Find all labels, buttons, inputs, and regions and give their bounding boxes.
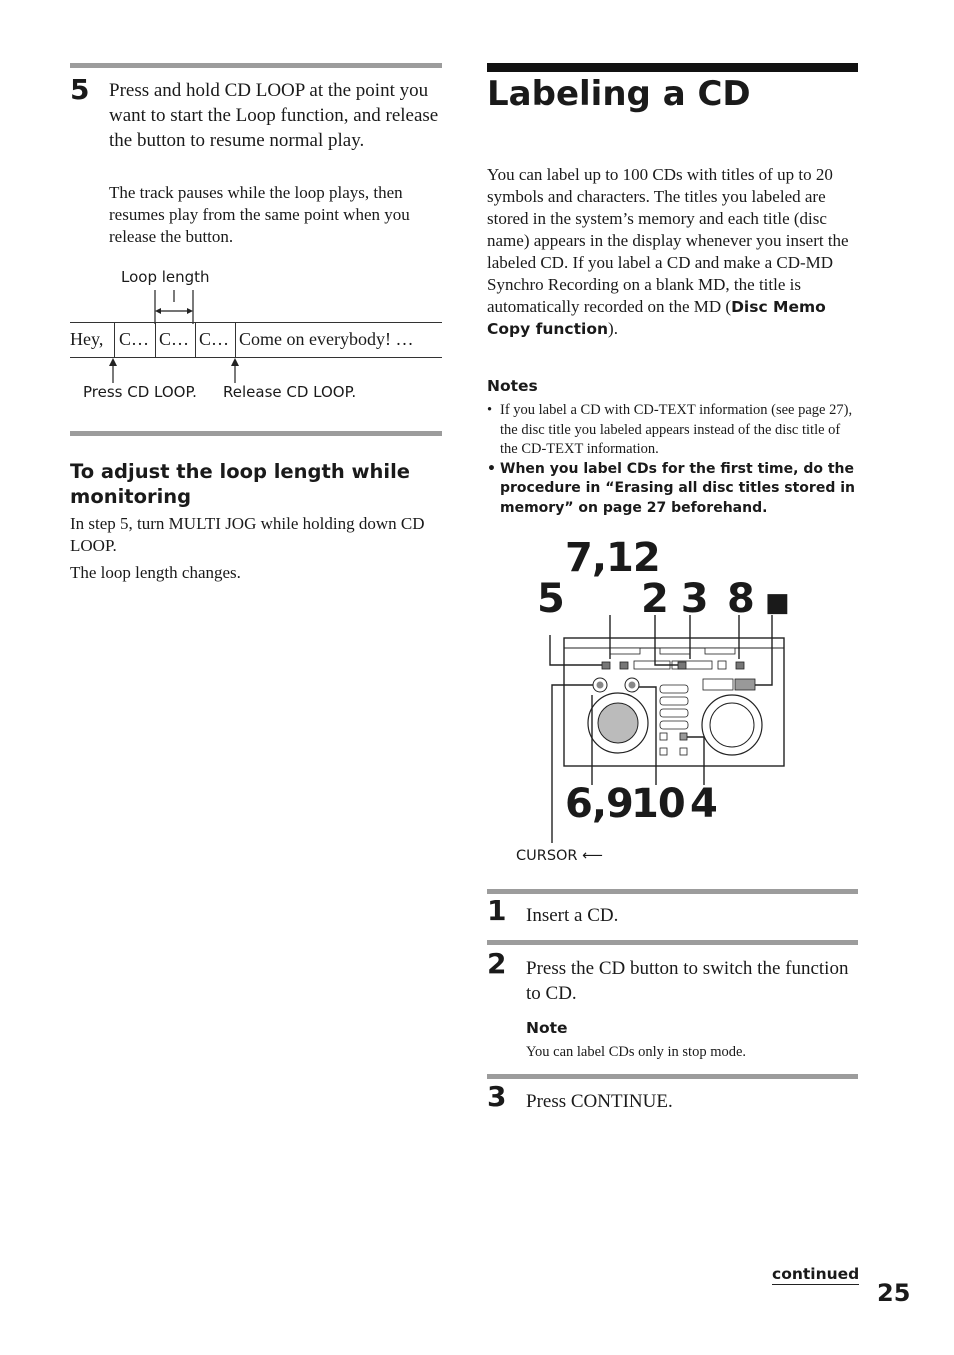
- step-1-text: Insert a CD.: [526, 905, 619, 926]
- notes-list: [487, 401, 857, 518]
- page-title: Labeling a CD: [487, 74, 751, 114]
- callout-5: 5: [537, 576, 564, 622]
- release-arrow: [227, 358, 243, 384]
- loop-cell-c3: C…: [195, 323, 235, 357]
- callout-7-12: 7,12: [565, 535, 660, 581]
- step-3-text: Press CONTINUE.: [526, 1091, 673, 1112]
- intro-end: ).: [608, 319, 618, 338]
- continued-label: continued: [772, 1265, 860, 1283]
- note-2: • When you label CDs for the first time, do the procedure in “Erasing all disc titles stored in memory” on page 27 beforehand.: [487, 460, 857, 519]
- intro-paragraph: [487, 164, 857, 340]
- step-2-rule: [487, 940, 858, 945]
- adjust-text-1: In step 5, turn MULTI JOG while holding down CD LOOP.: [70, 514, 425, 555]
- intro-bold: Disc Memo Copy function: [487, 298, 826, 338]
- step-1-number: 1: [487, 894, 507, 927]
- note-1: • If you label a CD with CD-TEXT information (see page 27), the disc title you labeled appears instead of the disc title of the CD-TEXT information.: [487, 401, 857, 460]
- loop-length-label: Loop length: [121, 268, 210, 286]
- step-3-number: 3: [487, 1080, 507, 1113]
- page-number: 25: [877, 1279, 911, 1307]
- step-2-note-title: Note: [526, 1019, 568, 1037]
- loop-cell-hey: Hey,: [70, 329, 104, 349]
- press-arrow: [105, 358, 121, 384]
- step-3-rule: [487, 1074, 858, 1079]
- step-2-note-text: You can label CDs only in stop mode.: [526, 1044, 747, 1060]
- step-1-rule: [487, 889, 858, 894]
- top-rule-left: [70, 63, 442, 68]
- callout-stop: ■: [765, 588, 790, 618]
- callout-2-3: 2 3: [641, 576, 708, 622]
- loop-cell-come-on: Come on everybody! …: [235, 323, 439, 357]
- step-5-number: 5: [70, 73, 90, 106]
- cursor-label: CURSOR ⟵: [516, 848, 603, 864]
- loop-cell-c1: C…: [114, 323, 159, 357]
- loop-cell-c2: C…: [155, 323, 195, 357]
- notes-title: Notes: [487, 377, 538, 395]
- callout-4: 4: [690, 781, 717, 827]
- adjust-heading: To adjust the loop length while monitoring: [70, 460, 410, 508]
- mid-rule-left: [70, 431, 442, 436]
- release-cd-loop-label: Release CD LOOP.: [223, 383, 357, 401]
- callout-8: 8: [727, 576, 754, 622]
- intro-text: You can label up to 100 CDs with titles of up to 20 symbols and characters. The titles you labeled are stored in the system’s memory and each title (disc name) appears in the display whenever you insert the labeled CD. If you label a CD and make a CD-MD Synchro Recording on a blank MD, the title is automatically recorded on the MD (: [487, 165, 849, 316]
- loop-length-arrow: [150, 290, 200, 325]
- step-2-text: Press the CD button to switch the function to CD.: [526, 958, 849, 1004]
- callout-10: 10: [631, 781, 685, 827]
- step-5-subtext: The track pauses while the loop plays, then resumes play from the same point when you release the button.: [109, 183, 410, 246]
- title-rule: [487, 63, 858, 72]
- adjust-text-2: The loop length changes.: [70, 563, 241, 582]
- callout-6-9: 6,9: [565, 781, 633, 827]
- press-cd-loop-label: Press CD LOOP.: [83, 383, 197, 401]
- step-2-number: 2: [487, 947, 507, 980]
- step-5-text: Press and hold CD LOOP at the point you want to start the Loop function, and release the button to resume normal play.: [109, 80, 439, 151]
- device-illustration: [540, 615, 790, 850]
